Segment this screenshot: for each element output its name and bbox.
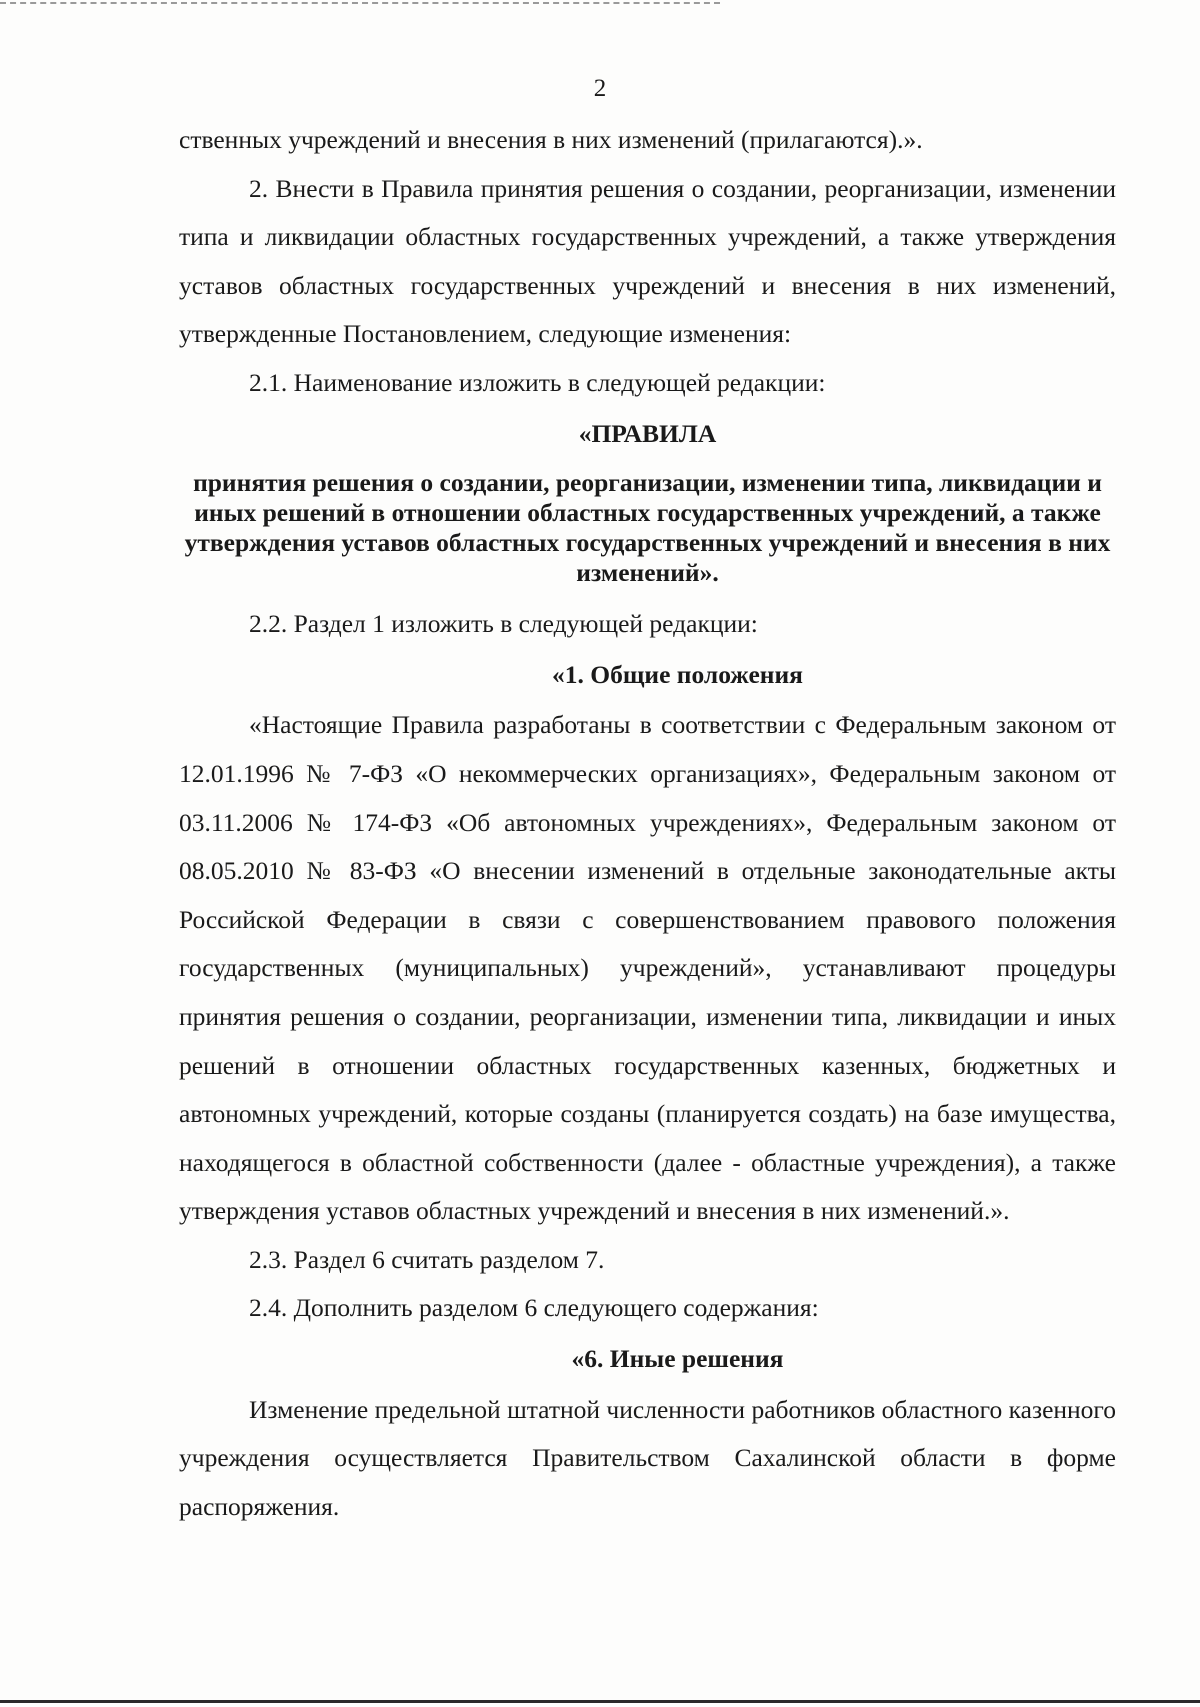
paragraph-general-provisions: «Настоящие Правила разработаны в соответствии с Федеральным законом от 12.01.1996 № 7-ФЗ «О некоммерческих организациях», Федеральным законом от 03.11.2006 № 174-ФЗ «Об автономных учреждениях», Федеральным законом от 08.05.2010 № 83-ФЗ «О внесении изменений в отдельные законодательные акты Российской Федерации в связи с совершенствованием правового положения государственных (муниципальных) учреждений», устанавливают процедуры принятия решения о создании, реорганизации, изменении типа, ликвидации и иных решений в отношении областных государственных казенных, бюджетных и автономных учреждений, которые созданы (планируется создать) на базе имущества, находящегося в областной собственности (далее - областные учреждения), а также утверждения уставов областных учреждений и внесения в них изменений.». bbox=[179, 710, 1116, 1226]
paragraph-item-2-1: 2.1. Наименование изложить в следующей редакции: bbox=[249, 367, 826, 397]
paragraph-item-2-3: 2.3. Раздел 6 считать разделом 7. bbox=[249, 1244, 605, 1274]
scan-edge-top bbox=[0, 2, 720, 4]
document-body bbox=[179, 116, 1116, 1531]
paragraph-other-decisions: Изменение предельной штатной численности работников областного казенного учреждения осуществляется Правительством Сахалинской области в форме распоряжения. bbox=[179, 1394, 1116, 1521]
page-number: 2 bbox=[593, 75, 607, 102]
paragraph-item-2: 2. Внести в Правила принятия решения о создании, реорганизации, изменении типа и ликвидации областных государственных учреждений, а также утверждения уставов областных государственных учреждений и внесения в них изменений, утвержденные Постановлением, следующие изменения: bbox=[179, 173, 1116, 349]
paragraph-item-2-2: 2.2. Раздел 1 изложить в следующей редакции: bbox=[249, 609, 758, 639]
rules-subtitle: принятия решения о создании, реорганизации, изменении типа, ликвидации и иных решений в отношении областных государственных учреждений, а также утверждения уставов областных государственных учреждений и внесения в них изменений». bbox=[184, 468, 1111, 588]
section-6-heading: «6. Иные решения bbox=[571, 1344, 784, 1374]
paragraph-item-2-4: 2.4. Дополнить разделом 6 следующего содержания: bbox=[249, 1293, 819, 1323]
scan-edge-bottom bbox=[0, 1700, 1200, 1703]
paragraph-continuation: ственных учреждений и внесения в них изменений (прилагаются).». bbox=[179, 125, 923, 154]
section-1-heading: «1. Общие положения bbox=[552, 659, 803, 689]
rules-title: «ПРАВИЛА bbox=[578, 418, 717, 448]
